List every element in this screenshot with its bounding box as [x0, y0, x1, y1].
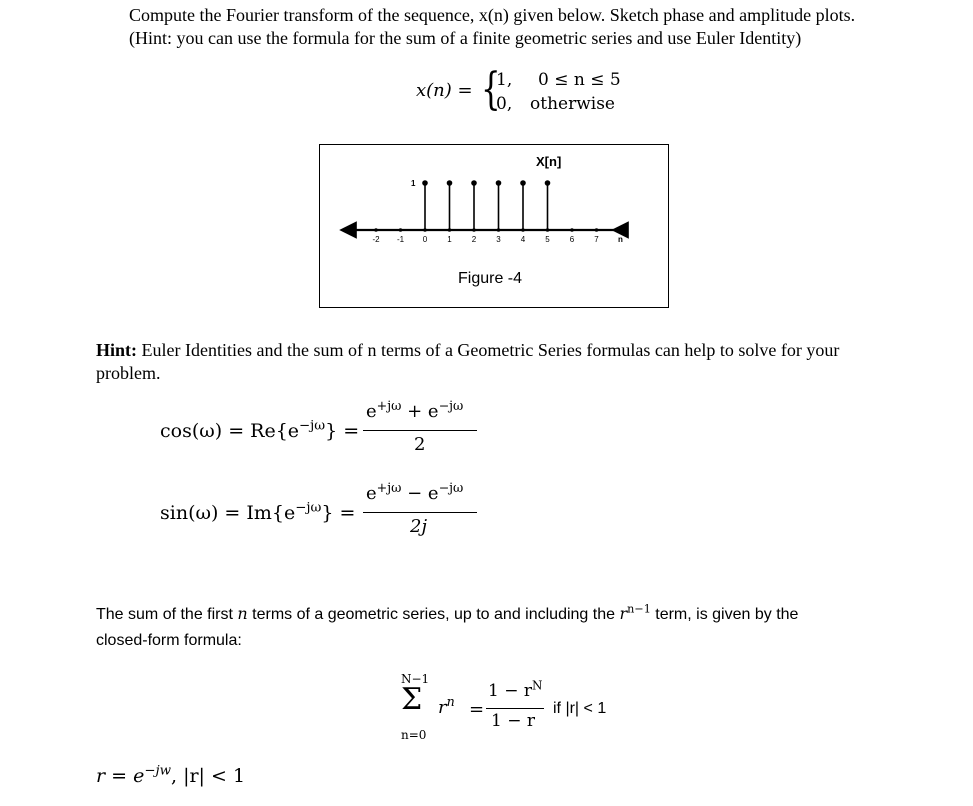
figure-caption: Figure -4 [458, 270, 523, 287]
stem-marker [471, 180, 477, 186]
hint-label: Hint: [96, 340, 138, 360]
sum-fraction-bar [486, 708, 544, 709]
amplitude-label: 1 [411, 179, 416, 188]
zero-sample-dot [570, 228, 574, 232]
problem-line-1: Compute the Fourier transform of the sequence, x(n) given below. Sketch phase and amplitude plots. [129, 5, 856, 25]
sigma-symbol: Σ [401, 682, 423, 717]
case2-value: 0, [496, 94, 513, 114]
case2-condition: otherwise [530, 94, 615, 114]
hint-line-1 [96, 339, 839, 361]
sin-numerator: $e^{+j\omega} - e^{-j\omega}$ [366, 480, 464, 504]
problem-line-2: (Hint: you can use the formula for the sum of a finite geometric series and use Euler Identity) [129, 28, 802, 48]
tick-label: -2 [372, 235, 380, 244]
tick-label: 2 [471, 235, 477, 244]
tick-label: 6 [569, 235, 575, 244]
tick-label: 5 [545, 235, 550, 244]
equals-sign: = [469, 699, 485, 720]
figure-frame [319, 144, 669, 308]
cos-numerator: $e^{+j\omega} + e^{-j\omega}$ [366, 398, 464, 422]
stem-marker [422, 180, 428, 186]
series-term: $r^n$ [438, 694, 455, 718]
substitution: $r = e^{-jw}$, |r| < 1 [96, 763, 246, 787]
left-brace: { [481, 64, 501, 115]
stem-marker [447, 180, 453, 186]
cos-lhs: $\cos(\omega) = Re\{e^{-j\omega}\}$ = [160, 418, 360, 442]
stem-marker [520, 180, 526, 186]
sin-denominator: 2j [410, 516, 428, 537]
case1-condition: 0 ≤ n ≤ 5 [538, 70, 621, 90]
tick-label: -1 [396, 235, 405, 244]
definition-lhs: x(n) = [416, 80, 473, 101]
sin-lhs: $\sin(\omega) = Im\{e^{-j\omega}\}$ = [160, 500, 356, 524]
hint-text: Euler Identities and the sum of n terms of a Geometric Series formulas can help to solve for your [137, 340, 840, 360]
zero-sample-dot [399, 228, 403, 232]
case1-value: 1, [496, 70, 513, 90]
axis-label: n [618, 235, 623, 244]
geometric-text-line-1: The sum of the first n terms of a geometric series, up to and including the $r^{n-1}$ term, is given by the [96, 602, 799, 623]
zero-sample-dot [374, 228, 378, 232]
sin-fraction-bar [363, 512, 477, 513]
sigma-upper-limit: N−1 [401, 672, 430, 686]
sum-denominator: 1 − r [491, 711, 535, 731]
tick-label: 1 [447, 235, 452, 244]
geometric-text-line-2: closed-form formula: [96, 632, 242, 649]
signal-label: X[n] [536, 154, 562, 169]
tick-label: 7 [594, 235, 599, 244]
hint-line-2: problem. [96, 363, 161, 383]
cos-denominator: 2 [414, 434, 426, 455]
sigma-lower-limit: n=0 [401, 728, 427, 742]
cos-fraction-bar [363, 430, 477, 431]
stem-marker [545, 180, 551, 186]
zero-sample-dot [595, 228, 599, 232]
tick-label: 0 [422, 235, 428, 244]
tick-label: 4 [520, 235, 526, 244]
convergence-condition: if |r| < 1 [553, 700, 607, 717]
sum-numerator: $1 - r^N$ [488, 678, 543, 701]
tick-label: 3 [496, 235, 501, 244]
stem-marker [496, 180, 502, 186]
